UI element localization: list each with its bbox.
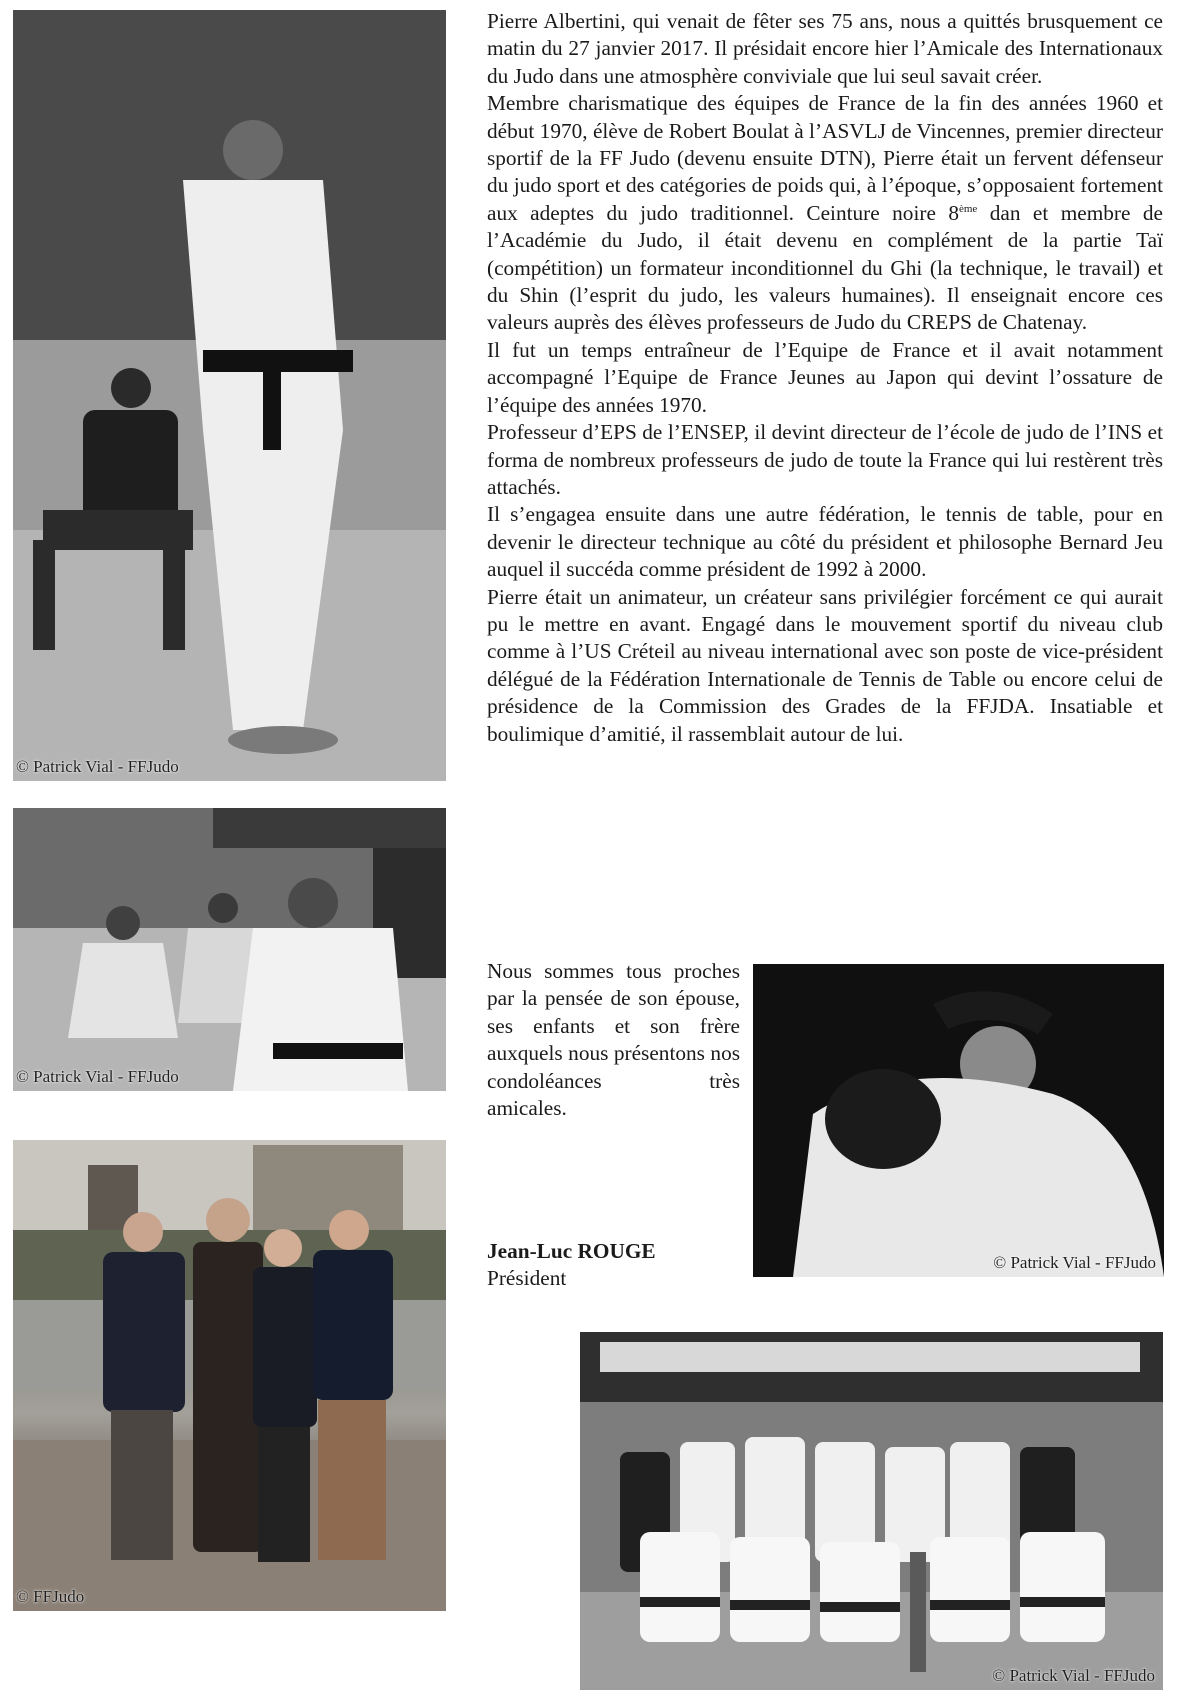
photo-credit: © Patrick Vial - FFJudo bbox=[16, 1067, 179, 1086]
photo-judoka-standing-figure bbox=[13, 10, 446, 781]
photo-embrace bbox=[753, 964, 1164, 1277]
article-paragraph: Pierre Albertini, qui venait de fêter ses 75 ans, nous a quittés brusquement ce matin du 27 janvier 2017. Il présidait encore hier l’Amicale des Internationaux du Judo dans une atmosphère conviviale que lui seul savait créer. bbox=[487, 9, 1163, 88]
photo-credit: © Patrick Vial - FFJudo bbox=[16, 757, 179, 776]
signature-block bbox=[487, 1238, 656, 1292]
article-paragraph: Il fut un temps entraîneur de l’Equipe de France et il avait notamment accompagné l’Equipe de France Jeunes au Japon qui devint l’ossature de l’équipe des années 1970. bbox=[487, 337, 1163, 417]
photo-credit: © FFJudo bbox=[16, 1587, 85, 1606]
photo-team-figure bbox=[580, 1332, 1163, 1690]
closing-body: Nous sommes tous proches par la pensée de son épouse, ses enfants et son frère auxquels nous présentons nos condoléances très bbox=[487, 959, 740, 1093]
article-paragraph: Pierre était un animateur, un créateur sans privilégier forcément ce qui aurait pu le mettre en avant. Engagé dans le mouvement sportif du niveau club comme à l’US Créteil au niveau international avec son poste de vice-président délégué de la Fédération Internationale de Tennis de Table ou encore celui de présidence de la Commission des Grades de la FFJDA. Insatiable et boulimique d’amitié, il rassemblait autour de lui. bbox=[487, 584, 1163, 746]
ordinal-suffix: ème bbox=[958, 202, 978, 215]
photo-credit: © Patrick Vial - FFJudo bbox=[992, 1666, 1155, 1685]
photo-judoka-standing bbox=[13, 10, 446, 781]
article-text: dan et membre de l’Académie du Judo, il était devenu en complément de la partie Taï (compétition) un formateur inconditionnel du Ghi (la technique, le travail) et du Shin (l’esprit du judo, les valeurs humaines). Il enseignait encore ces valeurs auprès des élèves professeurs de Judo du CREPS de Chatenay. bbox=[487, 200, 1164, 335]
photo-group-riverside bbox=[13, 1140, 446, 1611]
closing-condolences bbox=[487, 958, 740, 1122]
photo-group-riverside-figure bbox=[13, 1140, 446, 1611]
photo-credit: © Patrick Vial - FFJudo bbox=[993, 1253, 1156, 1272]
closing-text bbox=[487, 958, 740, 1095]
signature-title: Président bbox=[487, 1266, 567, 1290]
article-paragraph: Il s’engagea ensuite dans une autre fédération, le tennis de table, pour en devenir le directeur technique au côté du président et philosophe Bernard Jeu auquel il succéda comme président de 1992 à 2000. bbox=[487, 502, 1163, 582]
photo-team bbox=[580, 1332, 1163, 1690]
photo-dojo-seated-figure bbox=[13, 808, 446, 1091]
article-paragraph bbox=[487, 90, 1163, 337]
photo-embrace-figure bbox=[753, 964, 1164, 1277]
obituary-article bbox=[487, 8, 1163, 748]
photo-dojo-seated bbox=[13, 808, 446, 1091]
article-paragraph: Professeur d’EPS de l’ENSEP, il devint directeur de l’école de judo de l’INS et forma de nombreux professeurs de judo de toute la France qui lui restèrent très attachés. bbox=[487, 420, 1163, 499]
signature-name: Jean-Luc ROUGE bbox=[487, 1239, 656, 1263]
article-text: Membre charismatique des équipes de France de la fin des années 1960 et début 1970, élève de Robert Boulat à l’ASVLJ de Vincennes, premier directeur sportif de la FF Judo (devenu ensuite DTN), Pierre était un fervent défenseur du judo sport et des catégories de poids qui, à l’époque, s’opposaient fortement aux adeptes du judo traditionnel. Ceinture noire 8 bbox=[487, 91, 1163, 225]
closing-last-line: amicales. bbox=[487, 1096, 567, 1121]
